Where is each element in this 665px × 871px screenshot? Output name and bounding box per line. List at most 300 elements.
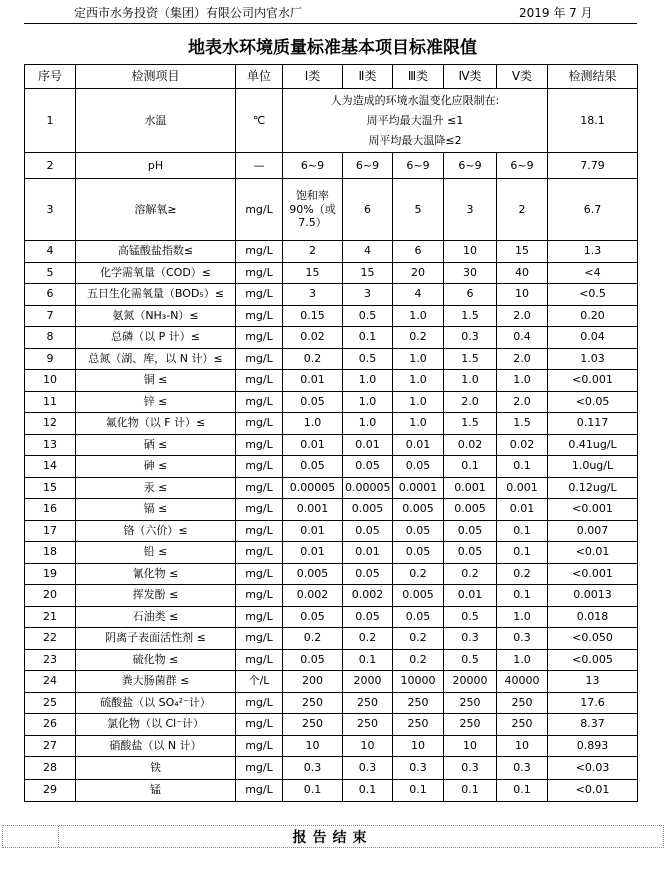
class-5-limit: 0.01 xyxy=(497,499,548,521)
row-number: 23 xyxy=(25,649,76,671)
class-1-limit: 1.0 xyxy=(283,413,343,435)
unit: mg/L xyxy=(236,757,283,780)
class-5-limit: 10 xyxy=(497,284,548,306)
result-value: 0.04 xyxy=(548,327,638,349)
class-2-limit: 10 xyxy=(343,735,393,757)
row-number: 6 xyxy=(25,284,76,306)
row-number: 12 xyxy=(25,413,76,435)
result-value: <0.01 xyxy=(548,542,638,564)
result-value: 7.79 xyxy=(548,153,638,179)
unit: 个/L xyxy=(236,671,283,693)
table-row xyxy=(25,520,638,542)
limit-line: 人为造成的环境水温变化应限制在: xyxy=(330,93,500,107)
class-4-limit: 0.3 xyxy=(444,327,497,349)
class-1-limit: 0.05 xyxy=(283,391,343,413)
class-3-limit: 1.0 xyxy=(393,348,444,370)
table-row xyxy=(25,413,638,435)
class-2-limit: 0.05 xyxy=(343,563,393,585)
class-5-limit: 40000 xyxy=(497,671,548,693)
class-3-limit: 10 xyxy=(393,735,444,757)
class-4-limit: 0.05 xyxy=(444,542,497,564)
unit: mg/L xyxy=(236,606,283,628)
table-row xyxy=(25,348,638,370)
row-number: 11 xyxy=(25,391,76,413)
class-5-limit: 1.5 xyxy=(497,413,548,435)
unit: mg/L xyxy=(236,649,283,671)
class-4-limit: 250 xyxy=(444,714,497,736)
item-name: 溶解氧≥ xyxy=(76,179,236,241)
class-2-limit: 0.01 xyxy=(343,434,393,456)
result-value: <0.01 xyxy=(548,779,638,802)
result-value: <0.001 xyxy=(548,370,638,392)
unit: mg/L xyxy=(236,241,283,263)
item-name: 阴离子表面活性剂 ≤ xyxy=(76,628,236,650)
result-value: <0.001 xyxy=(548,563,638,585)
class-5-limit: 0.1 xyxy=(497,585,548,607)
class-1-limit: 0.3 xyxy=(283,757,343,780)
class-4-limit: 0.5 xyxy=(444,606,497,628)
table-row xyxy=(25,779,638,802)
class-1-limit: 0.005 xyxy=(283,563,343,585)
class-2-limit: 3 xyxy=(343,284,393,306)
unit: mg/L xyxy=(236,563,283,585)
row-number: 7 xyxy=(25,305,76,327)
class-5-limit: 0.1 xyxy=(497,542,548,564)
item-name: 铅 ≤ xyxy=(76,542,236,564)
class-2-limit: 6~9 xyxy=(343,153,393,179)
unit: mg/L xyxy=(236,779,283,802)
header-rule xyxy=(24,23,637,24)
table-row xyxy=(25,477,638,499)
unit: mg/L xyxy=(236,456,283,478)
class-2-limit: 1.0 xyxy=(343,391,393,413)
result-value: 1.03 xyxy=(548,348,638,370)
class-2-limit: 15 xyxy=(343,262,393,284)
class-4-limit: 250 xyxy=(444,692,497,714)
class-4-limit: 20000 xyxy=(444,671,497,693)
class-2-limit: 0.1 xyxy=(343,779,393,802)
unit: mg/L xyxy=(236,499,283,521)
class-1-limit: 饱和率 90%（或 7.5） xyxy=(283,179,343,241)
unit: mg/L xyxy=(236,520,283,542)
class-2-limit: 0.05 xyxy=(343,606,393,628)
table-row xyxy=(25,714,638,736)
class-5-limit: 1.0 xyxy=(497,370,548,392)
row-number: 21 xyxy=(25,606,76,628)
class-2-limit: 4 xyxy=(343,241,393,263)
class-1-limit: 0.00005 xyxy=(283,477,343,499)
column-header: 检测项目 xyxy=(76,65,236,89)
column-header: 检测结果 xyxy=(548,65,638,89)
row-number: 17 xyxy=(25,520,76,542)
row-number: 19 xyxy=(25,563,76,585)
class-4-limit: 0.01 xyxy=(444,585,497,607)
class-1-limit: 3 xyxy=(283,284,343,306)
class-2-limit: 0.1 xyxy=(343,649,393,671)
class-4-limit: 0.3 xyxy=(444,628,497,650)
class-1-limit: 0.2 xyxy=(283,348,343,370)
class-2-limit: 0.01 xyxy=(343,542,393,564)
class-3-limit: 0.1 xyxy=(393,779,444,802)
class-4-limit: 0.2 xyxy=(444,563,497,585)
class-3-limit: 0.3 xyxy=(393,757,444,780)
class-4-limit: 1.0 xyxy=(444,370,497,392)
class-2-limit: 1.0 xyxy=(343,370,393,392)
table-row xyxy=(25,434,638,456)
item-name: 铬（六价）≤ xyxy=(76,520,236,542)
class-4-limit: 0.05 xyxy=(444,520,497,542)
result-value: <0.05 xyxy=(548,391,638,413)
class-5-limit: 0.2 xyxy=(497,563,548,585)
item-name: 硫酸盐（以 SO₄²⁻计） xyxy=(76,692,236,714)
row-number: 25 xyxy=(25,692,76,714)
table-row xyxy=(25,327,638,349)
unit: mg/L xyxy=(236,714,283,736)
class-1-limit: 0.002 xyxy=(283,585,343,607)
class-3-limit: 0.2 xyxy=(393,628,444,650)
class-1-limit: 0.01 xyxy=(283,520,343,542)
unit: mg/L xyxy=(236,692,283,714)
item-name: 高锰酸盐指数≤ xyxy=(76,241,236,263)
class-5-limit: 0.1 xyxy=(497,520,548,542)
unit: mg/L xyxy=(236,327,283,349)
result-value: 1.0ug/L xyxy=(548,456,638,478)
class-3-limit: 0.2 xyxy=(393,327,444,349)
class-1-limit: 0.01 xyxy=(283,370,343,392)
row-number: 29 xyxy=(25,779,76,802)
item-name: 氨氮（NH₃-N）≤ xyxy=(76,305,236,327)
class-3-limit: 0.05 xyxy=(393,456,444,478)
row-number: 5 xyxy=(25,262,76,284)
unit: mg/L xyxy=(236,434,283,456)
item-name: 总磷（以 P 计）≤ xyxy=(76,327,236,349)
page-title: 地表水环境质量标准基本项目标准限值 xyxy=(188,38,477,58)
result-value: <0.5 xyxy=(548,284,638,306)
table-row xyxy=(25,262,638,284)
result-value: <0.03 xyxy=(548,757,638,780)
row-number: 27 xyxy=(25,735,76,757)
result-value: <0.050 xyxy=(548,628,638,650)
table-row xyxy=(25,89,638,153)
class-1-limit: 0.05 xyxy=(283,606,343,628)
class-3-limit: 1.0 xyxy=(393,370,444,392)
company-name: 定西市水务投资（集团）有限公司内官水厂 xyxy=(74,6,303,20)
class-5-limit: 2.0 xyxy=(497,348,548,370)
table-row xyxy=(25,153,638,179)
class-1-limit: 0.02 xyxy=(283,327,343,349)
item-name: 砷 ≤ xyxy=(76,456,236,478)
result-value: 0.41ug/L xyxy=(548,434,638,456)
result-value: 13 xyxy=(548,671,638,693)
row-number: 14 xyxy=(25,456,76,478)
class-3-limit: 6 xyxy=(393,241,444,263)
row-number: 26 xyxy=(25,714,76,736)
class-4-limit: 6 xyxy=(444,284,497,306)
table-row xyxy=(25,757,638,780)
class-2-limit: 6 xyxy=(343,179,393,241)
class-5-limit: 15 xyxy=(497,241,548,263)
class-3-limit: 0.005 xyxy=(393,499,444,521)
table-row xyxy=(25,499,638,521)
table-row xyxy=(25,585,638,607)
class-1-limit: 0.2 xyxy=(283,628,343,650)
class-5-limit: 0.3 xyxy=(497,628,548,650)
class-5-limit: 0.3 xyxy=(497,757,548,780)
item-name: 镉 ≤ xyxy=(76,499,236,521)
class-2-limit: 0.2 xyxy=(343,628,393,650)
class-5-limit: 2.0 xyxy=(497,305,548,327)
class-3-limit: 0.2 xyxy=(393,563,444,585)
result-value: 0.12ug/L xyxy=(548,477,638,499)
class-4-limit: 3 xyxy=(444,179,497,241)
unit: mg/L xyxy=(236,262,283,284)
row-number: 13 xyxy=(25,434,76,456)
class-4-limit: 0.001 xyxy=(444,477,497,499)
item-name: 氰化物 ≤ xyxy=(76,563,236,585)
result-value: 6.7 xyxy=(548,179,638,241)
class-5-limit: 250 xyxy=(497,714,548,736)
table-header-row xyxy=(25,65,638,89)
unit: ℃ xyxy=(236,89,283,153)
row-number: 28 xyxy=(25,757,76,780)
result-value: 0.893 xyxy=(548,735,638,757)
item-name: 挥发酚 ≤ xyxy=(76,585,236,607)
column-header: 单位 xyxy=(236,65,283,89)
class-2-limit: 250 xyxy=(343,714,393,736)
column-header: 序号 xyxy=(25,65,76,89)
class-5-limit: 10 xyxy=(497,735,548,757)
column-header: Ⅴ类 xyxy=(497,65,548,89)
item-name: 汞 ≤ xyxy=(76,477,236,499)
item-name: 铜 ≤ xyxy=(76,370,236,392)
item-name: 硝酸盐（以 N 计） xyxy=(76,735,236,757)
class-3-limit: 0.05 xyxy=(393,542,444,564)
result-value: 0.007 xyxy=(548,520,638,542)
result-value: 0.20 xyxy=(548,305,638,327)
class-3-limit: 20 xyxy=(393,262,444,284)
item-name: 总氮（湖、库，以 N 计）≤ xyxy=(76,348,236,370)
unit: mg/L xyxy=(236,628,283,650)
class-1-limit: 15 xyxy=(283,262,343,284)
class-4-limit: 0.3 xyxy=(444,757,497,780)
class-3-limit: 0.0001 xyxy=(393,477,444,499)
class-3-limit: 250 xyxy=(393,714,444,736)
result-value: 0.117 xyxy=(548,413,638,435)
class-1-limit: 0.01 xyxy=(283,434,343,456)
result-value: <0.005 xyxy=(548,649,638,671)
result-value: 8.37 xyxy=(548,714,638,736)
row-number: 15 xyxy=(25,477,76,499)
class-2-limit: 0.002 xyxy=(343,585,393,607)
class-5-limit: 1.0 xyxy=(497,606,548,628)
report-date: 2019 年 7 月 xyxy=(519,6,593,20)
table-row xyxy=(25,391,638,413)
table-row xyxy=(25,179,638,241)
item-name: 水温 xyxy=(76,89,236,153)
class-3-limit: 5 xyxy=(393,179,444,241)
unit: mg/L xyxy=(236,542,283,564)
class-3-limit: 250 xyxy=(393,692,444,714)
column-header: Ⅰ类 xyxy=(283,65,343,89)
column-header: Ⅲ类 xyxy=(393,65,444,89)
class-2-limit: 0.5 xyxy=(343,305,393,327)
class-2-limit: 0.1 xyxy=(343,327,393,349)
limit-line: 周平均最大温降≤2 xyxy=(368,133,462,147)
class-3-limit: 4 xyxy=(393,284,444,306)
item-name: 五日生化需氧量（BOD₅）≤ xyxy=(76,284,236,306)
class-4-limit: 10 xyxy=(444,735,497,757)
unit: mg/L xyxy=(236,585,283,607)
class-2-limit: 250 xyxy=(343,692,393,714)
table-row xyxy=(25,692,638,714)
class-5-limit: 250 xyxy=(497,692,548,714)
result-value: 18.1 xyxy=(548,89,638,153)
table-row xyxy=(25,671,638,693)
class-4-limit: 2.0 xyxy=(444,391,497,413)
class-3-limit: 0.05 xyxy=(393,606,444,628)
item-name: 铁 xyxy=(76,757,236,780)
result-value: 0.0013 xyxy=(548,585,638,607)
unit: mg/L xyxy=(236,477,283,499)
table-row xyxy=(25,735,638,757)
row-number: 10 xyxy=(25,370,76,392)
row-number: 22 xyxy=(25,628,76,650)
row-number: 24 xyxy=(25,671,76,693)
result-value: 0.018 xyxy=(548,606,638,628)
class-2-limit: 0.3 xyxy=(343,757,393,780)
row-number: 4 xyxy=(25,241,76,263)
class-5-limit: 1.0 xyxy=(497,649,548,671)
result-value: 17.6 xyxy=(548,692,638,714)
class-1-limit: 6~9 xyxy=(283,153,343,179)
class-1-limit: 0.1 xyxy=(283,779,343,802)
class-2-limit: 0.5 xyxy=(343,348,393,370)
unit: mg/L xyxy=(236,370,283,392)
class-1-limit: 250 xyxy=(283,692,343,714)
class-5-limit: 40 xyxy=(497,262,548,284)
class-2-limit: 1.0 xyxy=(343,413,393,435)
class-4-limit: 10 xyxy=(444,241,497,263)
item-name: 化学需氧量（COD）≤ xyxy=(76,262,236,284)
table-row xyxy=(25,649,638,671)
class-1-limit: 0.01 xyxy=(283,542,343,564)
result-value: <4 xyxy=(548,262,638,284)
unit: mg/L xyxy=(236,348,283,370)
class-2-limit: 0.05 xyxy=(343,520,393,542)
unit: — xyxy=(236,153,283,179)
row-number: 20 xyxy=(25,585,76,607)
class-5-limit: 6~9 xyxy=(497,153,548,179)
row-number: 16 xyxy=(25,499,76,521)
table-row xyxy=(25,606,638,628)
class-4-limit: 0.5 xyxy=(444,649,497,671)
item-name: 锌 ≤ xyxy=(76,391,236,413)
class-5-limit: 0.001 xyxy=(497,477,548,499)
table-row xyxy=(25,284,638,306)
table-row xyxy=(25,563,638,585)
class-5-limit: 2.0 xyxy=(497,391,548,413)
class-1-limit: 0.05 xyxy=(283,456,343,478)
class-5-limit: 0.1 xyxy=(497,779,548,802)
unit: mg/L xyxy=(236,413,283,435)
limit-line: 周平均最大温升 ≤1 xyxy=(366,113,464,127)
item-name: 氟化物（以 F 计）≤ xyxy=(76,413,236,435)
class-1-limit: 0.001 xyxy=(283,499,343,521)
item-name: 粪大肠菌群 ≤ xyxy=(76,671,236,693)
table-row xyxy=(25,305,638,327)
unit: mg/L xyxy=(236,179,283,241)
class-4-limit: 0.02 xyxy=(444,434,497,456)
class-3-limit: 10000 xyxy=(393,671,444,693)
unit: mg/L xyxy=(236,284,283,306)
water-temperature-limit xyxy=(283,89,548,153)
unit: mg/L xyxy=(236,735,283,757)
class-4-limit: 1.5 xyxy=(444,413,497,435)
class-4-limit: 0.005 xyxy=(444,499,497,521)
table-row xyxy=(25,370,638,392)
class-1-limit: 10 xyxy=(283,735,343,757)
row-number: 18 xyxy=(25,542,76,564)
class-2-limit: 0.005 xyxy=(343,499,393,521)
class-3-limit: 0.05 xyxy=(393,520,444,542)
item-name: pH xyxy=(76,153,236,179)
row-number: 1 xyxy=(25,89,76,153)
table-row xyxy=(25,542,638,564)
unit: mg/L xyxy=(236,391,283,413)
class-1-limit: 250 xyxy=(283,714,343,736)
class-3-limit: 1.0 xyxy=(393,305,444,327)
class-1-limit: 0.05 xyxy=(283,649,343,671)
standards-table xyxy=(24,64,638,802)
class-5-limit: 0.4 xyxy=(497,327,548,349)
row-number: 8 xyxy=(25,327,76,349)
class-3-limit: 6~9 xyxy=(393,153,444,179)
class-5-limit: 2 xyxy=(497,179,548,241)
item-name: 硒 ≤ xyxy=(76,434,236,456)
class-5-limit: 0.1 xyxy=(497,456,548,478)
class-1-limit: 2 xyxy=(283,241,343,263)
row-number: 3 xyxy=(25,179,76,241)
class-3-limit: 0.2 xyxy=(393,649,444,671)
class-3-limit: 1.0 xyxy=(393,391,444,413)
class-5-limit: 0.02 xyxy=(497,434,548,456)
item-name: 锰 xyxy=(76,779,236,802)
row-number: 2 xyxy=(25,153,76,179)
class-4-limit: 1.5 xyxy=(444,348,497,370)
result-value: <0.001 xyxy=(548,499,638,521)
class-2-limit: 0.05 xyxy=(343,456,393,478)
column-header: Ⅱ类 xyxy=(343,65,393,89)
class-3-limit: 0.01 xyxy=(393,434,444,456)
class-3-limit: 1.0 xyxy=(393,413,444,435)
class-4-limit: 6~9 xyxy=(444,153,497,179)
class-3-limit: 0.005 xyxy=(393,585,444,607)
table-body xyxy=(25,65,638,802)
class-4-limit: 1.5 xyxy=(444,305,497,327)
class-1-limit: 0.15 xyxy=(283,305,343,327)
unit: mg/L xyxy=(236,305,283,327)
result-value: 1.3 xyxy=(548,241,638,263)
table-row xyxy=(25,628,638,650)
row-number: 9 xyxy=(25,348,76,370)
class-1-limit: 200 xyxy=(283,671,343,693)
item-name: 氯化物（以 Cl⁻计） xyxy=(76,714,236,736)
class-4-limit: 30 xyxy=(444,262,497,284)
table-row xyxy=(25,241,638,263)
report-end-label: 报告结束 xyxy=(292,830,373,846)
item-name: 硫化物 ≤ xyxy=(76,649,236,671)
class-4-limit: 0.1 xyxy=(444,456,497,478)
